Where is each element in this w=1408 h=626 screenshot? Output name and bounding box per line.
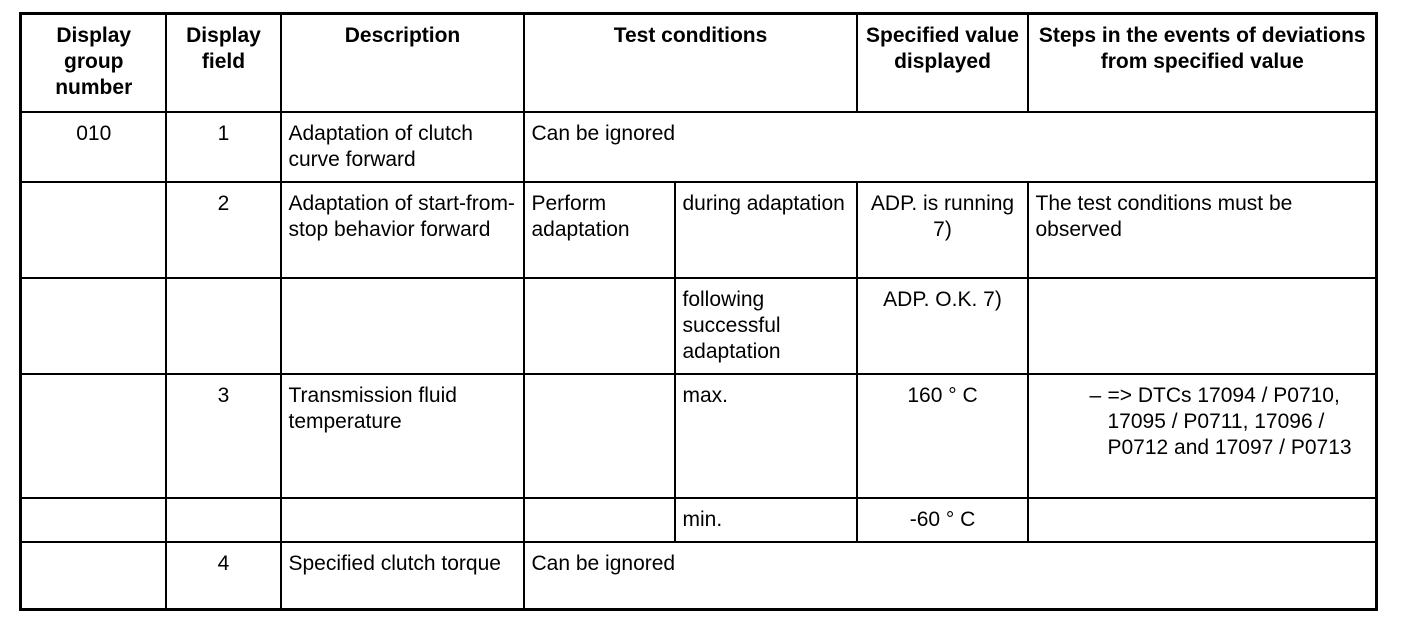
cell-description [281,278,524,374]
cell-group: 010 [21,112,166,182]
cell-test-conditions: Can be ignored [524,112,1377,182]
cell-field [166,278,281,374]
cell-group [21,498,166,542]
cell-condition-b: following successful adaptation [675,278,857,374]
cell-field: 2 [166,182,281,278]
header-display-field: Display field [166,14,281,112]
cell-description: Specified clutch torque [281,542,524,610]
table-row [21,542,1377,610]
cell-condition-b: during adaptation [675,182,857,278]
cell-condition-b: max. [675,374,857,498]
cell-field [166,498,281,542]
cell-group [21,374,166,498]
header-display-group-number: Display group number [21,14,166,112]
cell-field: 1 [166,112,281,182]
header-description: Description [281,14,524,112]
cell-condition-a [524,498,675,542]
table-row [21,374,1377,498]
cell-specified-value: -60 ° C [857,498,1028,542]
cell-condition-b: min. [675,498,857,542]
cell-description: Adaptation of start-from-stop behavior forward [281,182,524,278]
table-row [21,182,1377,278]
cell-steps [1028,278,1377,374]
cell-group [21,182,166,278]
cell-steps [1028,498,1377,542]
cell-condition-a [524,374,675,498]
steps-text: => DTCs 17094 / P0710, 17095 / P0711, 17096 / P0712 and 17097 / P0713 [1107,383,1352,459]
cell-steps [1028,374,1377,498]
header-steps: Steps in the events of deviations from specified value [1028,14,1377,112]
table-row [21,498,1377,542]
bullet-dash: – [1089,383,1102,407]
cell-description: Adaptation of clutch curve forward [281,112,524,182]
cell-field: 4 [166,542,281,610]
cell-specified-value: 160 ° C [857,374,1028,498]
cell-test-conditions: Can be ignored [524,542,1377,610]
cell-condition-a: Perform adaptation [524,182,675,278]
table-row [21,278,1377,374]
cell-description: Transmission fluid temperature [281,374,524,498]
table-header-row [21,14,1377,112]
cell-specified-value: ADP. is running 7) [857,182,1028,278]
cell-group [21,278,166,374]
header-specified-value: Specified value displayed [857,14,1028,112]
measuring-value-table [19,12,1378,611]
cell-field: 3 [166,374,281,498]
cell-condition-a [524,278,675,374]
header-test-conditions: Test conditions [524,14,857,112]
cell-description [281,498,524,542]
steps-bullet-item [1036,383,1370,461]
table-row [21,112,1377,182]
cell-group [21,542,166,610]
cell-steps: The test conditions must be observed [1028,182,1377,278]
cell-specified-value: ADP. O.K. 7) [857,278,1028,374]
